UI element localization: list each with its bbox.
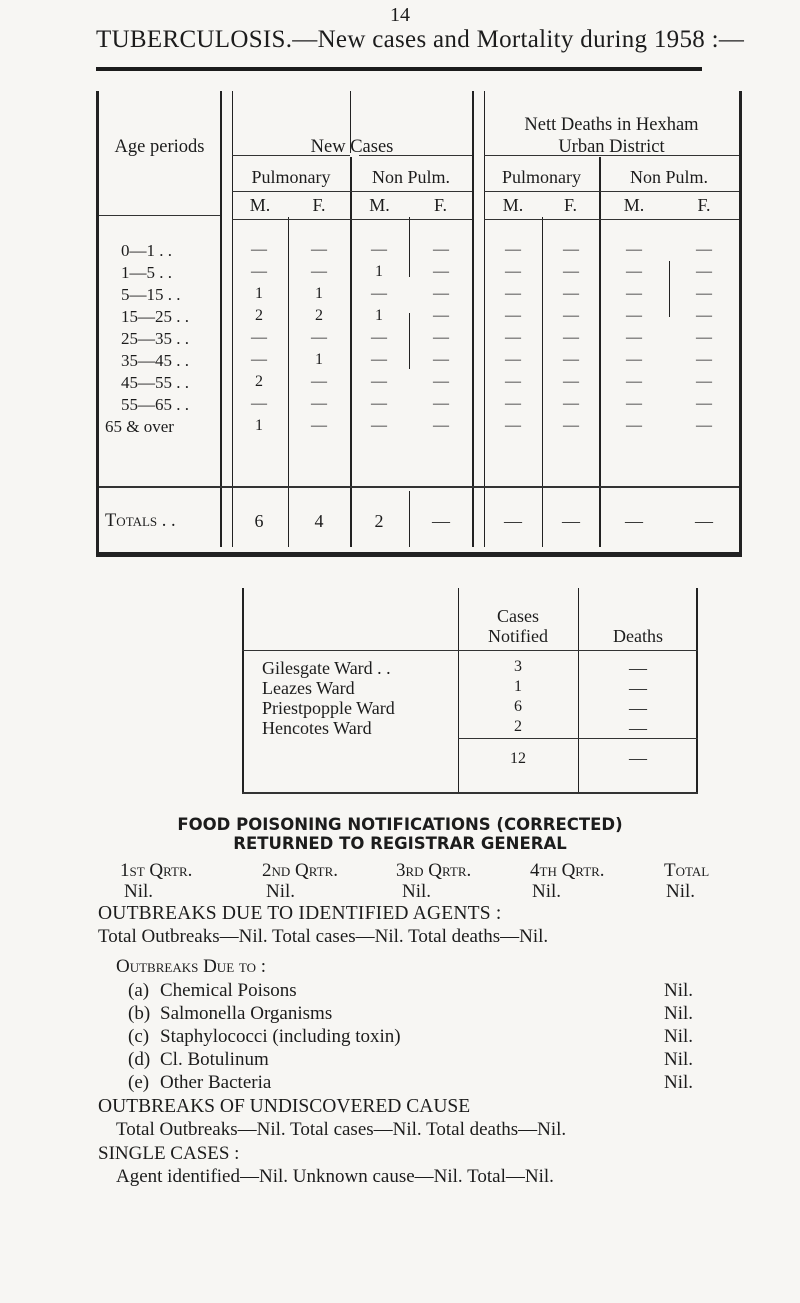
agent-key: (c) (128, 1026, 150, 1047)
totals-label: Totals . . (105, 511, 176, 531)
col-divider (669, 261, 670, 317)
tb-cell: — (626, 373, 642, 390)
tb-cell: — (251, 395, 267, 412)
tb-cell: — (433, 285, 449, 302)
agent-value: Nil. (664, 980, 694, 1001)
tb-cell: — (696, 307, 712, 324)
ward-cases: 2 (514, 718, 522, 735)
subheader-new-non-pulm: Non Pulm. (371, 167, 450, 187)
tb-cell: — (696, 351, 712, 368)
agent-name: Cl. Botulinum (160, 1049, 269, 1070)
ward-name: Leazes Ward (262, 678, 355, 698)
agent-key: (b) (128, 1003, 151, 1024)
tb-cell: — (505, 417, 521, 434)
agent-name: Chemical Poisons (160, 980, 297, 1001)
tb-cell: — (563, 263, 579, 280)
tb-cell: — (433, 307, 449, 324)
tb-cell: — (505, 373, 521, 390)
age-period-label: 15—25 . . (121, 307, 189, 326)
tb-cell: — (311, 417, 327, 434)
tb-cell: — (311, 329, 327, 346)
agent-value: Nil. (664, 1072, 694, 1093)
page-number: 14 (390, 4, 410, 26)
tb-cell: — (433, 351, 449, 368)
tuberculosis-table (96, 91, 742, 557)
ward-name: Priestpopple Ward (262, 698, 395, 718)
agent-key: (a) (128, 980, 150, 1001)
tb-cell: — (433, 263, 449, 280)
col-divider (409, 313, 410, 369)
tb-cell: — (696, 373, 712, 390)
tb-cell: — (626, 241, 642, 258)
col-divider (409, 217, 410, 277)
subheader-deaths-non-pulm: Non Pulm. (629, 167, 708, 187)
tb-cell: — (626, 329, 642, 346)
header-nett-deaths-line2: Urban District (558, 137, 665, 157)
tb-total-cell: — (562, 511, 580, 531)
tb-cell: — (696, 329, 712, 346)
tb-cell: — (696, 395, 712, 412)
quarter-label: 1st Qrtr. (120, 860, 193, 881)
quarter-value: Nil. (124, 881, 154, 902)
tb-cell: — (563, 417, 579, 434)
header-new-cases: New Cases (310, 137, 394, 157)
ward-deaths: — (629, 678, 647, 698)
tb-cell: — (505, 351, 521, 368)
tb-cell: — (505, 395, 521, 412)
tb-cell: — (505, 307, 521, 324)
tb-cell: — (563, 329, 579, 346)
ward-cases: 1 (514, 678, 522, 695)
tb-cell: — (563, 373, 579, 390)
ward-total-deaths: — (629, 748, 647, 768)
tb-cell: — (371, 417, 387, 434)
agent-name: Salmonella Organisms (160, 1003, 333, 1024)
header-age-periods: Age periods (114, 137, 205, 157)
tb-cell: — (696, 263, 712, 280)
due-to-heading: Outbreaks Due to : (116, 956, 267, 977)
ward-name: Hencotes Ward (262, 718, 372, 738)
tb-cell: — (433, 395, 449, 412)
single-cases-text: Agent identified—Nil. Unknown cause—Nil. Total—Nil. (116, 1166, 554, 1187)
ward-deaths: — (629, 718, 647, 738)
header-cases-notified-line2: Notified (488, 626, 548, 646)
tb-cell: — (433, 241, 449, 258)
header-f: F. (312, 195, 326, 215)
food-poisoning-subheading: RETURNED TO REGISTRAR GENERAL (233, 834, 567, 853)
tb-cell: 1 (375, 307, 383, 324)
age-period-label: 0—1 . . (121, 241, 172, 260)
agent-value: Nil. (664, 1026, 694, 1047)
tb-cell: — (433, 417, 449, 434)
tb-total-cell: 6 (254, 511, 264, 531)
header-deaths: Deaths (613, 626, 663, 646)
ward-deaths: — (629, 698, 647, 718)
tb-cell: — (626, 351, 642, 368)
ward-total-cases: 12 (510, 750, 526, 767)
col-divider (232, 91, 233, 547)
col-divider (542, 217, 543, 547)
subheader-deaths-pulmonary: Pulmonary (502, 167, 581, 187)
tb-cell: — (311, 373, 327, 390)
col-divider (220, 91, 222, 547)
ward-cases: 6 (514, 698, 522, 715)
tb-cell: — (433, 373, 449, 390)
header-m: M. (249, 195, 271, 215)
tb-cell: — (696, 285, 712, 302)
agent-value: Nil. (664, 1049, 694, 1070)
quarter-label: 2nd Qrtr. (262, 860, 338, 881)
tb-cell: — (311, 263, 327, 280)
tb-cell: 2 (255, 373, 263, 390)
header-f: F. (563, 195, 578, 215)
header-cases-notified-line1: Cases (497, 606, 539, 626)
single-cases-heading: SINGLE CASES : (98, 1143, 240, 1164)
tb-cell: — (563, 351, 579, 368)
agent-value: Nil. (664, 1003, 694, 1024)
undiscovered-totals: Total Outbreaks—Nil. Total cases—Nil. Total deaths—Nil. (116, 1119, 567, 1140)
tb-total-cell: — (432, 511, 450, 531)
identified-heading: OUTBREAKS DUE TO IDENTIFIED AGENTS : (98, 903, 502, 924)
title-rule (96, 67, 702, 71)
header-m: M. (502, 195, 524, 215)
tb-cell: — (251, 351, 267, 368)
tb-total-cell: — (695, 511, 713, 531)
ward-name: Gilesgate Ward . . (262, 658, 391, 678)
tb-cell: — (563, 395, 579, 412)
quarter-value: Nil. (532, 881, 562, 902)
tb-cell: — (626, 263, 642, 280)
undiscovered-heading: OUTBREAKS OF UNDISCOVERED CAUSE (98, 1096, 471, 1117)
tb-cell: — (505, 263, 521, 280)
quarter-label: 3rd Qrtr. (396, 860, 472, 881)
tb-cell: — (251, 263, 267, 280)
identified-totals: Total Outbreaks—Nil. Total cases—Nil. Total deaths—Nil. (98, 926, 549, 947)
ward-deaths: — (629, 658, 647, 678)
tb-cell: — (563, 241, 579, 258)
tb-cell: 2 (255, 307, 263, 324)
tb-cell: — (251, 241, 267, 258)
tb-total-cell: — (625, 511, 643, 531)
tb-cell: — (626, 417, 642, 434)
agent-name: Other Bacteria (160, 1072, 272, 1093)
tb-cell: — (696, 241, 712, 258)
age-period-label: 65 & over (105, 417, 174, 436)
tb-cell: — (433, 329, 449, 346)
tb-cell: — (505, 285, 521, 302)
tb-cell: 1 (315, 351, 323, 368)
header-nett-deaths-line1: Nett Deaths in Hexham (524, 115, 699, 135)
col-divider (472, 91, 474, 547)
header-m: M. (623, 195, 645, 215)
tb-cell: — (371, 351, 387, 368)
tb-cell: — (251, 329, 267, 346)
age-period-label: 1—5 . . (121, 263, 172, 282)
col-divider (288, 217, 289, 547)
tb-cell: — (626, 307, 642, 324)
tb-cell: 1 (255, 285, 263, 302)
agent-key: (e) (128, 1072, 150, 1093)
tb-cell: 1 (255, 417, 263, 434)
food-poisoning-heading: FOOD POISONING NOTIFICATIONS (CORRECTED) (177, 815, 623, 834)
agent-key: (d) (128, 1049, 151, 1070)
tb-cell: — (563, 285, 579, 302)
tb-cell: — (371, 329, 387, 346)
tb-cell: — (371, 395, 387, 412)
tb-cell: — (626, 395, 642, 412)
tb-cell: — (505, 241, 521, 258)
tb-cell: — (563, 307, 579, 324)
ward-table (242, 588, 698, 794)
age-period-label: 55—65 . . (121, 395, 189, 414)
age-period-label: 35—45 . . (121, 351, 189, 370)
age-period-label: 5—15 . . (121, 285, 181, 304)
tb-cell: — (371, 285, 387, 302)
subheader-new-pulmonary: Pulmonary (251, 167, 331, 187)
tb-cell: — (371, 241, 387, 258)
tb-cell: — (371, 373, 387, 390)
tb-cell: 1 (375, 263, 383, 280)
quarter-value: Nil. (266, 881, 296, 902)
agent-name: Staphylococci (including toxin) (160, 1026, 401, 1047)
quarter-value: Nil. (666, 881, 696, 902)
tb-cell: — (311, 395, 327, 412)
quarter-label: 4th Qrtr. (530, 860, 605, 881)
ward-cases: 3 (514, 658, 522, 675)
col-divider (409, 491, 410, 547)
age-period-label: 45—55 . . (121, 373, 189, 392)
tb-cell: — (505, 329, 521, 346)
tb-cell: — (696, 417, 712, 434)
col-divider (484, 91, 485, 547)
tb-cell: — (311, 241, 327, 258)
tb-cell: 1 (315, 285, 323, 302)
tb-total-cell: 4 (314, 511, 324, 531)
tb-cell: — (626, 285, 642, 302)
header-f: F. (697, 195, 711, 215)
header-f: F. (433, 195, 448, 215)
tb-cell: 2 (315, 307, 323, 324)
tb-total-cell: — (504, 511, 522, 531)
quarter-value: Nil. (402, 881, 432, 902)
tb-total-cell: 2 (374, 511, 384, 531)
header-m: M. (369, 195, 390, 215)
page-title: TUBERCULOSIS.—New cases and Mortality during 1958 :— (96, 26, 745, 53)
quarter-label: Total (664, 860, 710, 881)
age-period-label: 25—35 . . (121, 329, 189, 348)
